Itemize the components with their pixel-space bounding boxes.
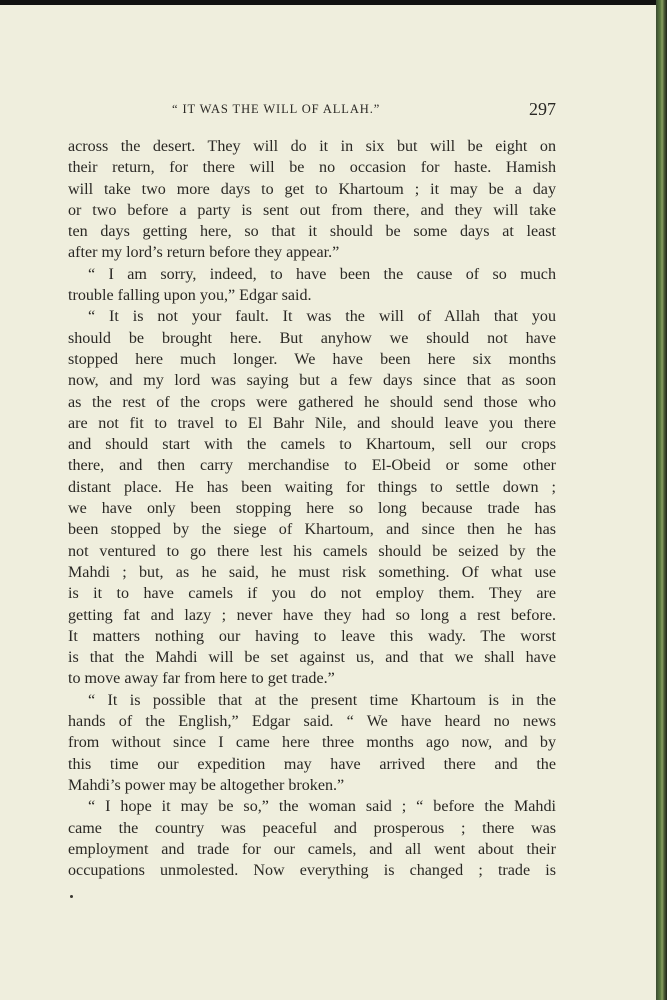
- text-line: now, and my lord was saying but a few days since that as soon: [68, 372, 556, 390]
- text-line: there, and then carry merchandise to El-Obeid or some other: [68, 457, 556, 475]
- text-line: are not fit to travel to El Bahr Nile, and should leave you there: [68, 414, 556, 432]
- running-head: “ IT WAS THE WILL OF ALLAH.”: [172, 102, 381, 116]
- text-line: trouble falling upon you,” Edgar said.: [68, 287, 312, 305]
- page-number: 297: [529, 99, 556, 119]
- text-line: after my lord’s return before they appear.”: [68, 244, 340, 262]
- text-line: hands of the English,” Edgar said. “ We have heard no news: [68, 713, 556, 731]
- text-line: came the country was peaceful and prosperous ; there was: [68, 819, 556, 837]
- text-line: or two before a party is sent out from there, and they will take: [68, 201, 556, 219]
- text-line: will take two more days to get to Khartoum ; it may be a day: [68, 180, 556, 198]
- ink-speck: [70, 895, 73, 898]
- text-line: Mahdi’s power may be altogether broken.”: [68, 776, 345, 794]
- text-line: It matters nothing our having to leave this wady. The worst: [68, 627, 556, 645]
- text-line: across the desert. They will do it in six but will be eight on: [68, 138, 556, 155]
- page-header: [172, 99, 556, 123]
- text-line: Mahdi ; but, as he said, he must risk something. Of what use: [68, 563, 556, 581]
- text-line: their return, for there will be no occasion for haste. Hamish: [68, 159, 556, 177]
- text-line: is that the Mahdi will be set against us, and that we shall have: [68, 649, 556, 667]
- body-text: [68, 136, 556, 881]
- text-line: to move away far from here to get trade.”: [68, 670, 335, 688]
- text-line: as the rest of the crops were gathered he should send those who: [68, 393, 556, 411]
- text-line: not ventured to go there lest his camels should be seized by the: [68, 542, 556, 560]
- text-line: “ It is not your fault. It was the will of Allah that you: [88, 308, 556, 326]
- page-edge: [656, 0, 667, 1000]
- text-line: should be brought here. But anyhow we should not have: [68, 329, 556, 347]
- text-line: distant place. He has been waiting for things to settle down ;: [68, 478, 556, 496]
- text-line: “ I am sorry, indeed, to have been the cause of so much: [88, 265, 556, 283]
- text-line: stopped here much longer. We have been here six months: [68, 350, 556, 368]
- text-line: getting fat and lazy ; never have they had so long a rest before.: [68, 606, 556, 624]
- text-line: we have only been stopping here so long because trade has: [68, 500, 556, 518]
- text-line: employment and trade for our camels, and all went about their: [68, 840, 556, 858]
- text-line: ten days getting here, so that it should be some days at least: [68, 223, 556, 241]
- text-line: is it to have camels if you do not employ them. They are: [68, 585, 556, 603]
- text-line: occupations unmolested. Now everything is changed ; trade is: [68, 862, 556, 880]
- text-line: been stopped by the siege of Khartoum, and since then he has: [68, 521, 556, 539]
- text-line: and should start with the camels to Khartoum, sell our crops: [68, 436, 556, 454]
- text-line: “ It is possible that at the present time Khartoum is in the: [88, 691, 556, 709]
- text-line: “ I hope it may be so,” the woman said ; “ before the Mahdi: [88, 798, 556, 816]
- text-line: this time our expedition may have arrived there and the: [68, 755, 556, 773]
- text-line: from without since I came here three months ago now, and by: [68, 734, 556, 752]
